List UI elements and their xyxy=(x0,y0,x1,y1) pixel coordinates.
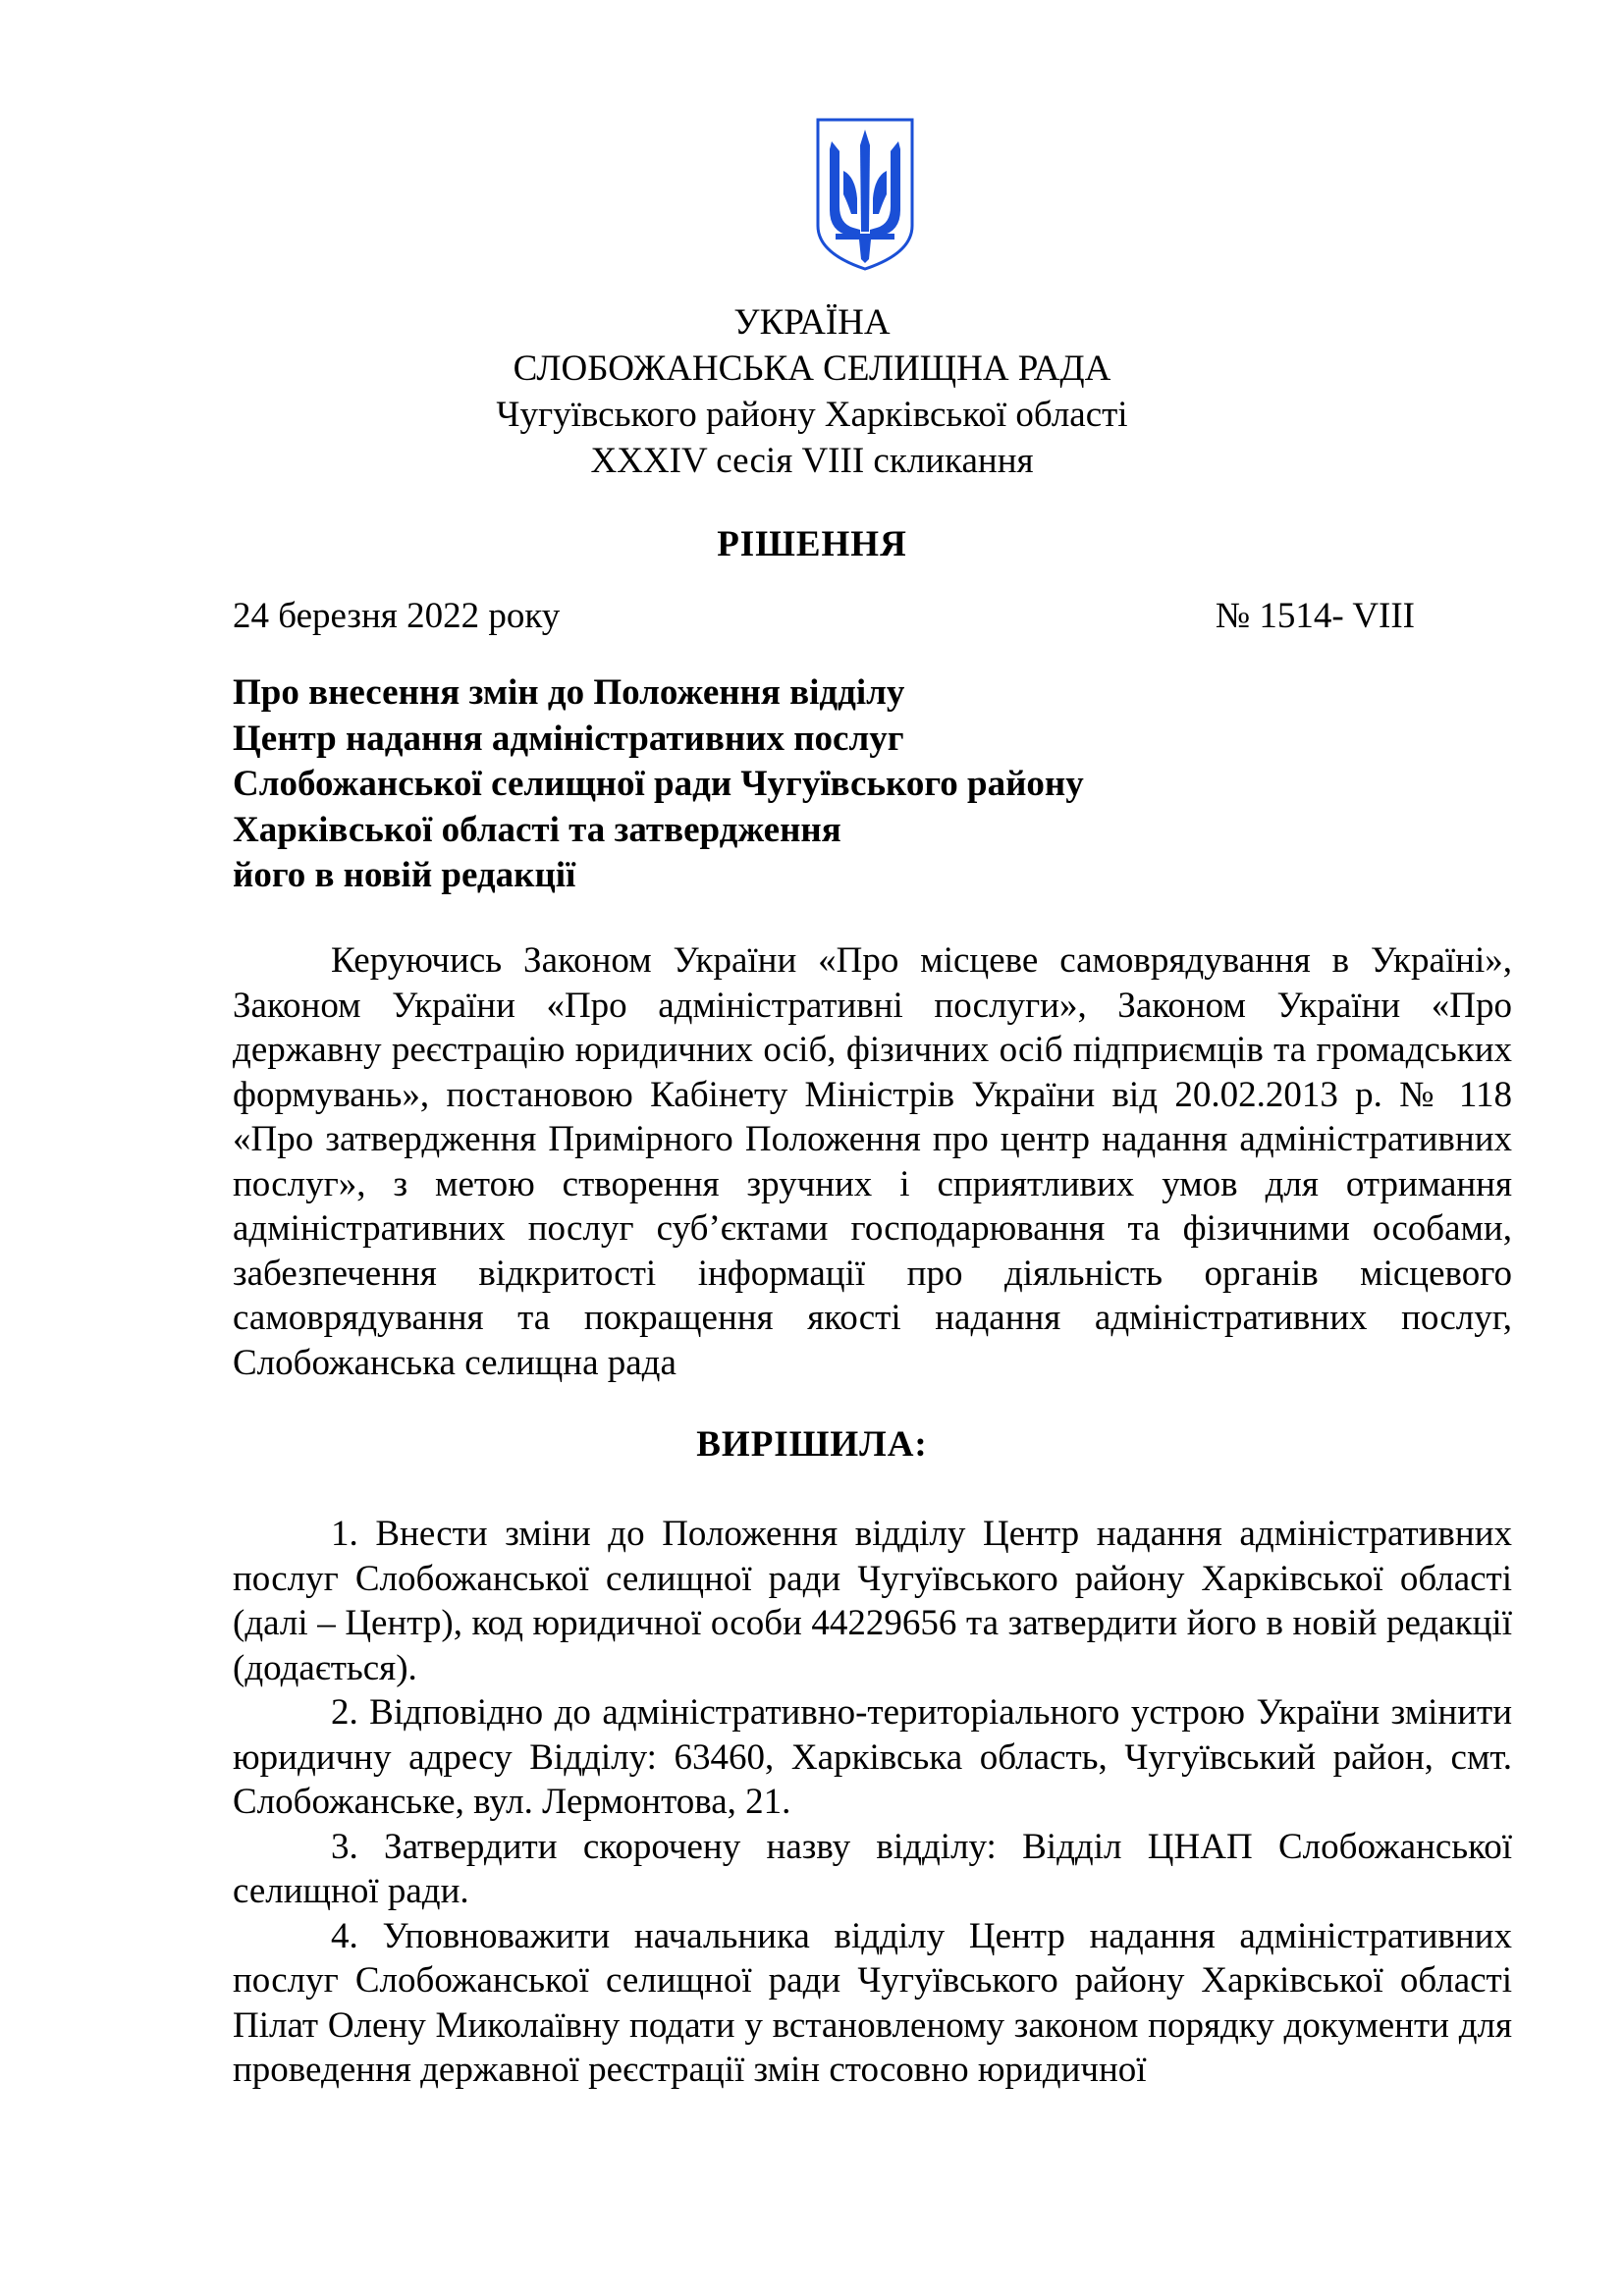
resolution-item: 4. Уповноважити начальника відділу Центр надання адміністративних послуг Слобожанської селищної ради Чугуївського району Харківської області Пілат Олену Миколаївну подати у встановленому законом порядку документи для проведення державної реєстрації змін стосовно юридичної xyxy=(233,1915,1512,2090)
preamble-paragraph: Керуючись Законом України «Про місцеве самоврядування в Україні», Законом України «Про адміністративні послуги», Законом України «Про державну реєстрацію юридичних осіб, фізичних осіб підприємців та громадських формувань», постановою Кабінету Міністрів України від 20.02.2013 р. № 118 «Про затвердження Примірного Положення про центр надання адміністративних послуг», з метою створення зручних і сприятливих умов для отримання адміністративних послуг суб’єктами господарювання та фізичними особами, забезпечення відкритості інформації про діяльність органів місцевого самоврядування та покращення якості надання адміністративних послуг, Слобожанська селищна рада xyxy=(233,940,1512,1383)
session-info: XXXIV сесія VIII скликання xyxy=(590,441,1034,481)
subject-line: Про внесення змін до Положення відділу xyxy=(233,672,905,713)
document-number: № 1514- VIII xyxy=(1215,596,1415,636)
subject-line: Харківської області та затвердження xyxy=(233,809,841,850)
country-name: УКРАЇНА xyxy=(733,302,891,343)
district-name: Чугуївського району Харківської області xyxy=(496,395,1128,435)
resolution-item: 2. Відповідно до адміністративно-територіального устрою України змінити юридичну адресу Відділу: 63460, Харківська область, Чугуївський район, смт. Слобожанське, вул. Лермонтова, 21. xyxy=(233,1692,1512,1822)
resolution-item: 3. Затвердити скорочену назву відділу: Відділ ЦНАП Слобожанської селищної ради. xyxy=(233,1826,1512,1911)
document-type-title: РІШЕННЯ xyxy=(717,524,907,564)
document-header xyxy=(0,299,1624,484)
coat-of-arms-trident-icon xyxy=(814,116,916,273)
subject-line: його в новій редакції xyxy=(233,855,576,895)
resolution-items xyxy=(233,1512,1512,2093)
council-name: СЛОБОЖАНСЬКА СЕЛИЩНА РАДА xyxy=(513,348,1111,389)
subject-line: Центр надання адміністративних послуг xyxy=(233,718,904,759)
resolution-item: 1. Внести зміни до Положення відділу Центр надання адміністративних послуг Слобожанської селищної ради Чугуївського району Харківської області (далі – Центр), код юридичної особи 44229656 та затвердити його в новій редакції (додається). xyxy=(233,1514,1512,1688)
resolved-heading: ВИРІШИЛА: xyxy=(696,1424,928,1465)
subject-line: Слобожанської селищної ради Чугуївського району xyxy=(233,764,1084,804)
document-subject xyxy=(233,670,1215,899)
document-date: 24 березня 2022 року xyxy=(233,596,561,636)
